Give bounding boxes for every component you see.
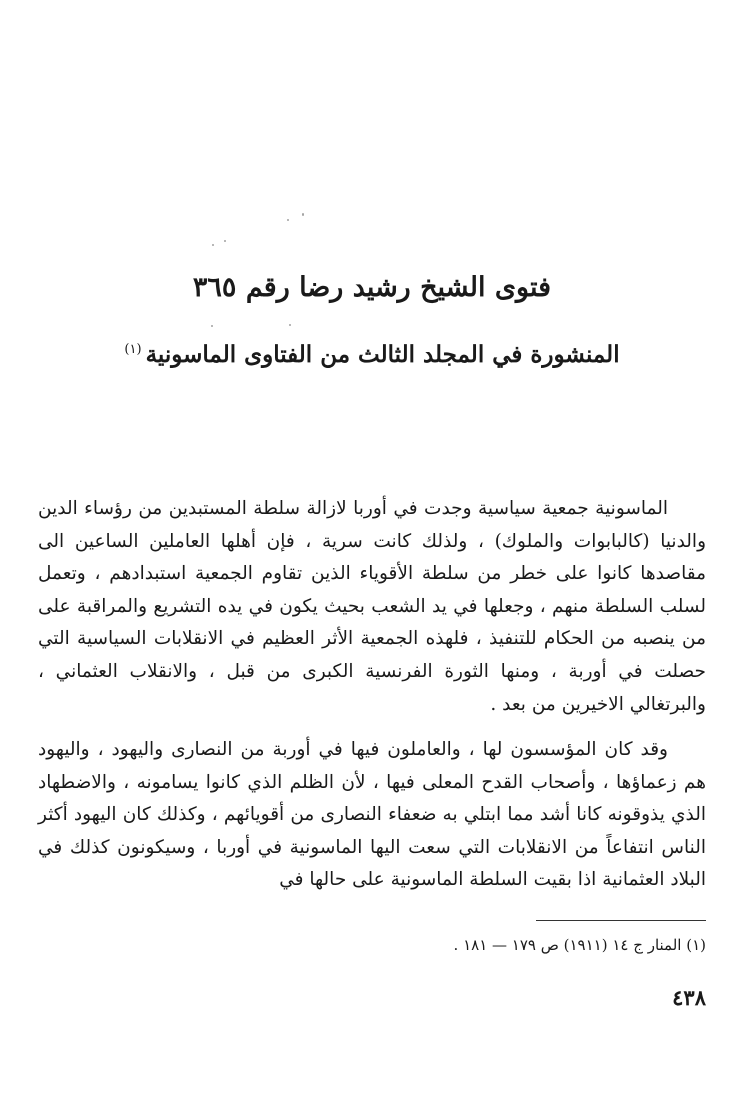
footnote: (١) المنار ج ١٤ (١٩١١) ص ١٧٩ — ١٨١ . — [453, 936, 706, 954]
scan-speck — [224, 240, 226, 242]
paragraph-text: وقد كان المؤسسون لها ، والعاملون فيها في أوربة من النصارى واليهود ، واليهود هم زعماؤها ، وأصحاب القدح المعلى فيها ، لأن الظلم الذي كانوا يسامونه ، والاضطهاد الذي يذوقونه كانا أشد مما ابتلي به ضعفاء النصارى من أقويائهم ، وكذلك كان اليهود أكثر الناس انتفاعاً من الانقلابات التي سعت اليها الماسونية في أوربا ، وسيكونون كذلك في البلاد العثمانية اذا بقيت السلطة الماسونية على حالها في — [38, 739, 706, 891]
body-paragraph-2 — [38, 734, 706, 897]
page-subtitle — [0, 340, 744, 370]
page-title: فتوى الشيخ رشيد رضا رقم ٣٦٥ — [192, 272, 552, 303]
subtitle-text: المنشورة في المجلد الثالث من الفتاوى الماسونية — [145, 341, 620, 368]
footnote-divider — [536, 920, 706, 921]
paragraph-text: الماسونية جمعية سياسية وجدت في أوربا لازالة سلطة المستبدين من رؤساء الدين والدنيا (كالبابوات والملوك) ، ولذلك كانت سرية ، فإن أهلها العاملين الساعين الى مقاصدها كانوا على خطر من سلطة الأقوياء الذين تقاوم الجمعية استبدادهم ، وتعمل لسلب السلطة منهم ، وجعلها في يد الشعب بحيث يكون في يده التشريع والمراقبة على من ينصبه من الحكام للتنفيذ ، فلهذه الجمعية الأثر العظيم في الانقلابات السياسية التي حصلت في أوربة ، ومنها الثورة الفرنسية الكبرى من قبل ، والانقلاب العثماني ، والبرتغالي الاخيرين من بعد . — [38, 498, 706, 715]
scan-speck — [302, 213, 304, 216]
scan-speck — [212, 244, 214, 246]
footnote-marker: (١) — [124, 342, 142, 358]
scan-speck — [289, 324, 291, 326]
page-number: ٤٣٨ — [672, 985, 706, 1010]
scan-speck — [211, 325, 213, 327]
scan-speck — [287, 219, 289, 221]
body-paragraph-1 — [38, 493, 706, 721]
